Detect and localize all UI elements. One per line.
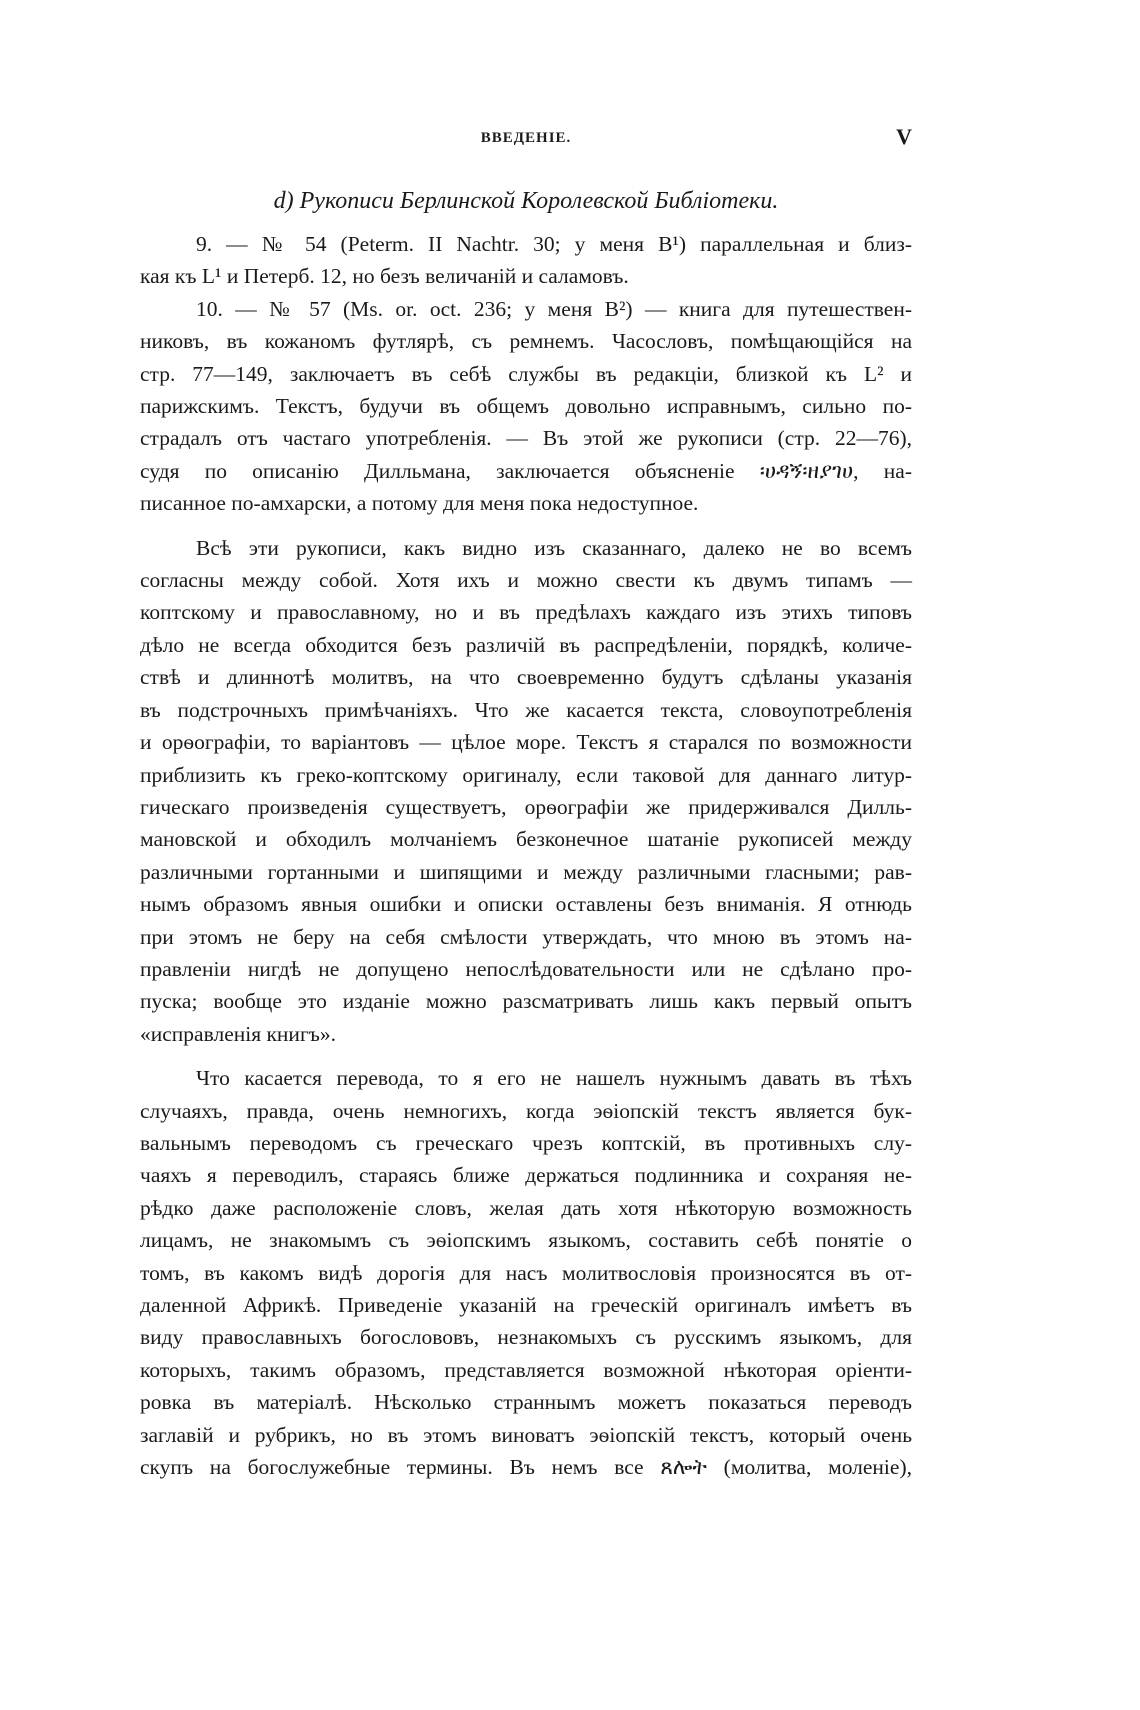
paragraph: [140, 1062, 912, 1483]
text-line: вальнымъ переводомъ съ греческаго чрезъ коптскій, въ противныхъ слу-: [140, 1130, 912, 1155]
text-line: даленной Африкѣ. Приведеніе указаній на греческій оригиналъ имѣетъ въ: [140, 1293, 912, 1317]
text-line: которыхъ, такимъ образомъ, представляется возможной нѣкоторая оріенти-: [140, 1357, 912, 1382]
text-line: гическаго произведенія существуетъ, орѳографіи же придерживался Дилль-: [140, 794, 912, 819]
text-line: страдалъ отъ частаго употребленія. — Въ этой же рукописи (стр. 22—76),: [140, 426, 912, 451]
running-head-title: ВВЕДЕНІЕ.: [480, 130, 572, 146]
text-line: ствѣ и длиннотѣ молитвъ, на что своевременно будутъ сдѣланы указанія: [140, 665, 912, 690]
text-line: Что касается перевода, то я его не нашелъ нужнымъ давать въ тѣхъ: [196, 1066, 912, 1091]
text-line: томъ, въ какомъ видѣ дорогія для насъ молитвословія произносятся въ от-: [140, 1260, 912, 1285]
page-number: V: [896, 124, 912, 149]
text-line: мановской и обходилъ молчаніемъ безконечное шатаніе рукописей между: [140, 827, 912, 852]
text-line: и орѳографіи, то варіантовъ — цѣлое море. Текстъ я старался по возможности: [140, 730, 912, 755]
text-line: 9. — № 54 (Peterm. II Nachtr. 30; у меня B¹) параллельная и близ-: [196, 232, 912, 256]
paragraph: [140, 532, 912, 1051]
text-line: случаяхъ, правда, очень немногихъ, когда эѳіопскій текстъ является бук-: [140, 1098, 912, 1123]
text-line: никовъ, въ кожаномъ футлярѣ, съ ремнемъ. Часословъ, помѣщающійся на: [140, 329, 912, 354]
text-line: нымъ образомъ явныя ошибки и описки оставлены безъ вниманія. Я отнюдь: [140, 892, 912, 917]
text-line: писанное по-амхарски, а потому для меня пока недоступное.: [140, 491, 699, 516]
paragraph-gap: [140, 520, 912, 532]
running-head: [140, 124, 912, 154]
text-line: стр. 77—149, заключаетъ въ себѣ службы въ редакціи, близкой къ L² и: [140, 361, 912, 386]
text-line: заглавій и рубрикъ, но въ этомъ виноватъ эѳіопскій текстъ, который очень: [140, 1422, 912, 1447]
text-line: коптскому и православному, но и въ предѣлахъ каждаго изъ этихъ типовъ: [140, 600, 912, 625]
text-line: пуска; вообще это изданіе можно разсматривать лишь какъ первый опытъ: [140, 989, 912, 1014]
text-line: приблизить къ греко-коптскому оригиналу, если таковой для даннаго литур-: [140, 762, 912, 787]
text-line: согласны между собой. Хотя ихъ и можно свести къ двумъ типамъ —: [140, 568, 912, 593]
text-line: дѣло не всегда обходится безъ различій въ распредѣленіи, порядкѣ, количе-: [140, 632, 912, 657]
text-line: парижскимъ. Текстъ, будучи въ общемъ довольно исправнымъ, сильно по-: [140, 394, 912, 419]
text-line: виду православныхъ богослововъ, незнакомыхъ съ русскимъ языкомъ, для: [140, 1325, 912, 1350]
text-line: правленіи нигдѣ не допущено непослѣдовательности или не сдѣлано про-: [140, 956, 912, 981]
text-line: лицамъ, не знакомымъ съ эѳіопскимъ языкомъ, составить себѣ понятіе о: [140, 1228, 912, 1253]
text-line: при этомъ не беру на себя смѣлости утверждать, что мною въ этомъ на-: [140, 924, 912, 949]
text-line: различными гортанными и шипящими и между различными гласными; рав-: [140, 859, 912, 884]
body-text: [140, 228, 912, 1483]
text-line: въ подстрочныхъ примѣчаніяхъ. Что же касается текста, словоупотребленія: [140, 697, 912, 722]
text-line: чаяхъ я переводилъ, стараясь ближе держаться подлинника и сохраняя не-: [140, 1163, 912, 1188]
section-title: d) Рукописи Берлинской Королевской Библіотеки.: [273, 188, 779, 214]
paragraph-gap: [140, 1050, 912, 1062]
text-line: кая къ L¹ и Петерб. 12, но безъ величаній и саламовъ.: [140, 264, 629, 289]
text-line: рѣдко даже расположеніе словъ, желая дать хотя нѣкоторую возможность: [140, 1195, 912, 1220]
text-line: «исправленія книгъ».: [140, 1021, 336, 1046]
paragraph: [140, 228, 912, 293]
text-line: Всѣ эти рукописи, какъ видно изъ сказаннаго, далеко не во всемъ: [196, 535, 912, 560]
paragraph: [140, 293, 912, 520]
text-line: 10. — № 57 (Ms. or. oct. 236; у меня B²) — книга для путешествен-: [196, 296, 912, 321]
text-line: судя по описанію Дилльмана, заключается объясненіе ፡ሀዳኝ፡ዘያገሀ, на-: [140, 458, 912, 483]
text-line: скупъ на богослужебные термины. Въ немъ все ጸሎት (молитва, моленіе),: [140, 1455, 912, 1480]
text-line: ровка въ матеріалѣ. Нѣсколько страннымъ можетъ показаться переводъ: [140, 1390, 912, 1415]
